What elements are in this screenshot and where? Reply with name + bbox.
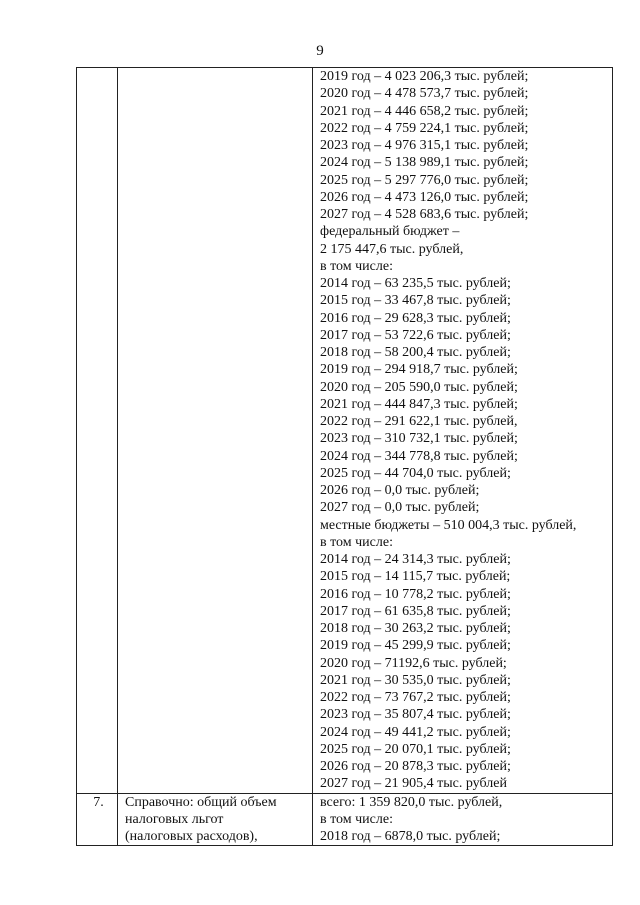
value-line: 2023 год – 35 807,4 тыс. рублей; [320,707,511,723]
value-line: 2021 год – 4 446 658,2 тыс. рублей; [320,103,529,119]
value-line: в том числе: [320,811,393,827]
value-line: 2015 год – 33 467,8 тыс. рублей; [320,293,511,309]
value-line: в том числе: [320,534,393,550]
value-line: 2020 год – 4 478 573,7 тыс. рублей; [320,86,529,102]
row-description-cell [118,68,313,794]
value-line: 2018 год – 6878,0 тыс. рублей; [320,829,501,844]
value-line: 2015 год – 14 115,7 тыс. рублей; [320,569,511,585]
value-line: 2027 год – 0,0 тыс. рублей; [320,500,480,516]
value-line: 2014 год – 24 314,3 тыс. рублей; [320,552,511,567]
program-table [76,67,613,846]
value-line: в том числе: [320,258,393,274]
value-line: 2016 год – 10 778,2 тыс. рублей; [320,586,511,602]
value-line: местные бюджеты – 510 004,3 тыс. рублей, [320,517,577,533]
row-number: 7. [93,794,104,810]
value-line: 2023 год – 310 732,1 тыс. рублей; [320,431,518,447]
row-number-cell [77,68,118,794]
value-line: 2019 год – 294 918,7 тыс. рублей; [320,362,518,378]
value-line: 2020 год – 71192,6 тыс. рублей; [320,655,507,671]
value-line: 2022 год – 73 767,2 тыс. рублей; [320,690,511,705]
description-line: (налоговых расходов), [125,829,258,844]
value-line: всего: 1 359 820,0 тыс. рублей, [320,794,503,810]
value-line: 2018 год – 30 263,2 тыс. рублей; [320,621,511,636]
table-row [77,793,613,846]
value-line: 2017 год – 61 635,8 тыс. рублей; [320,603,511,619]
value-line: 2027 год – 4 528 683,6 тыс. рублей; [320,207,529,222]
row-values-cell [313,793,613,846]
value-line: 2021 год – 444 847,3 тыс. рублей; [320,396,518,412]
value-line: 2016 год – 29 628,3 тыс. рублей; [320,310,511,326]
description-line: Справочно: общий объем [125,794,277,810]
table-row [77,68,613,794]
value-line: 2022 год – 291 622,1 тыс. рублей, [320,414,518,429]
value-line: федеральный бюджет – [320,224,460,240]
value-line: 2014 год – 63 235,5 тыс. рублей; [320,276,511,291]
value-line: 2020 год – 205 590,0 тыс. рублей; [320,379,518,395]
row-values-cell [313,68,613,794]
value-line: 2024 год – 49 441,2 тыс. рублей; [320,724,511,740]
row-number-cell [77,793,118,846]
row-description-cell [118,793,313,846]
value-line: 2025 год – 44 704,0 тыс. рублей; [320,465,511,481]
value-line: 2027 год – 21 905,4 тыс. рублей [320,776,507,792]
value-line: 2017 год – 53 722,6 тыс. рублей; [320,327,511,343]
value-line: 2024 год – 5 138 989,1 тыс. рублей; [320,155,529,171]
value-line: 2018 год – 58 200,4 тыс. рублей; [320,345,511,360]
value-line: 2023 год – 4 976 315,1 тыс. рублей; [320,138,529,153]
value-line: 2019 год – 45 299,9 тыс. рублей; [320,638,511,654]
page-number: 9 [316,43,324,59]
row-number [84,68,113,85]
value-line: 2026 год – 20 878,3 тыс. рублей; [320,759,511,774]
table-body [77,68,613,846]
value-line: 2026 год – 0,0 тыс. рублей; [320,483,480,498]
value-line: 2021 год – 30 535,0 тыс. рублей; [320,672,511,688]
value-line: 2 175 447,6 тыс. рублей, [320,241,464,257]
value-line: 2026 год – 4 473 126,0 тыс. рублей; [320,189,529,205]
value-line: 2024 год – 344 778,8 тыс. рублей; [320,448,518,464]
description-line: налоговых льгот [125,811,224,827]
value-line: 2025 год – 20 070,1 тыс. рублей; [320,741,511,757]
value-line: 2022 год – 4 759 224,1 тыс. рублей; [320,120,529,136]
value-line: 2025 год – 5 297 776,0 тыс. рублей; [320,172,529,188]
value-line: 2019 год – 4 023 206,3 тыс. рублей; [320,69,529,84]
